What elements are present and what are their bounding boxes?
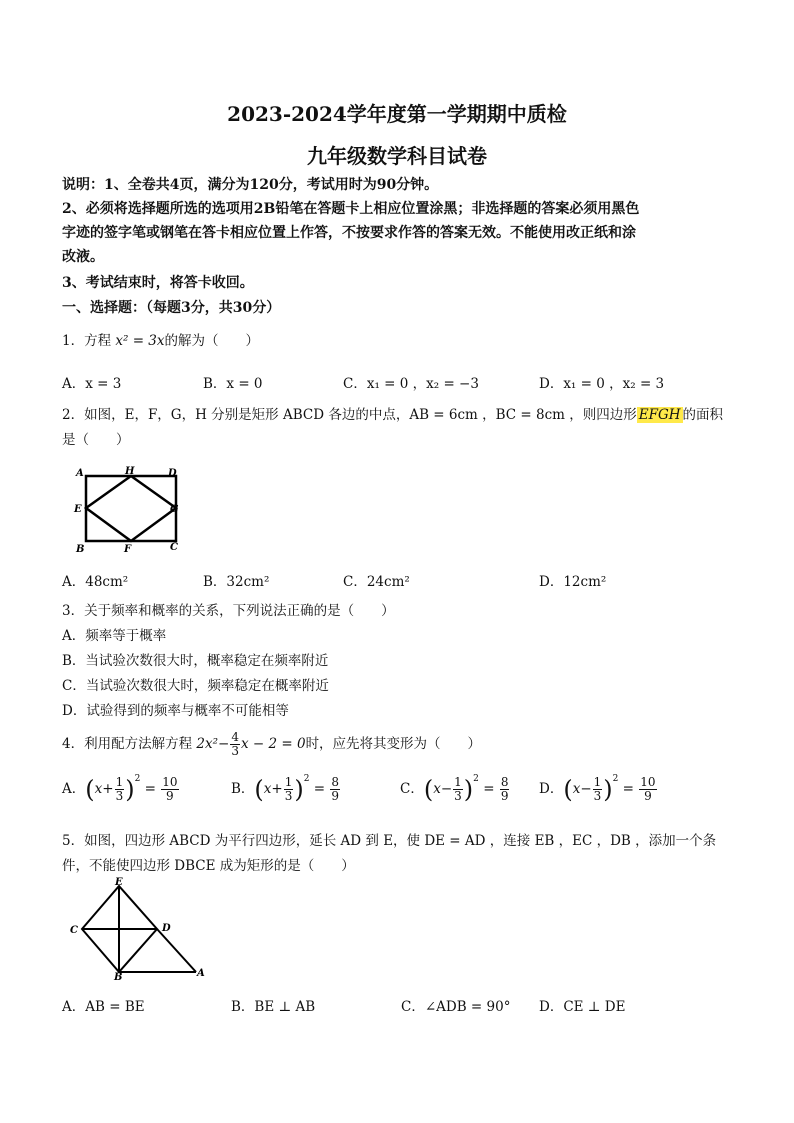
q5-line2: 件，不能使四边形 DBCE 成为矩形的是（ ） <box>62 858 355 874</box>
frac-num: 1 <box>284 775 293 789</box>
rhs-num: 8 <box>331 775 340 789</box>
q4-eq-minus: − <box>218 736 230 752</box>
instruction-2a: 2、必须将选择题所选的选项用2B铅笔在答题卡上相应位置涂黑；非选择题的答案必须用黑色 <box>62 201 640 217</box>
rhombus-efgh <box>86 476 176 541</box>
rhs-num: 10 <box>640 775 656 789</box>
q3-option-c[interactable]: C．当试验次数很大时，频率稳定在概率附近 <box>62 678 329 694</box>
exam-subtitle: 九年级数学科目试卷 <box>307 144 487 168</box>
frac-den: 3 <box>454 789 462 803</box>
q4-opt-rhs <box>330 776 340 803</box>
q1-equation: x² = 3x <box>115 333 165 349</box>
equals: = <box>309 781 330 797</box>
rhs-num: 8 <box>500 775 509 789</box>
var-x: x <box>572 781 581 797</box>
fig-label-f: F <box>124 544 132 555</box>
rhs-den: 9 <box>331 789 340 803</box>
q2-option-c[interactable]: C．24cm² <box>343 574 410 590</box>
question-1 <box>62 331 259 351</box>
q4-opt-sign: − <box>580 781 592 797</box>
q5-option-b[interactable]: B．BE ⊥ AB <box>231 999 316 1015</box>
question-4 <box>62 731 481 758</box>
q2-option-d[interactable]: D．12cm² <box>539 574 607 590</box>
q4-fraction <box>230 731 240 758</box>
instruction-1: 说明：1、全卷共4页，满分为120分，考试用时为90分钟。 <box>62 177 439 193</box>
q2-option-b[interactable]: B．32cm² <box>203 574 270 590</box>
q4-prefix: 4．利用配方法解方程 <box>62 736 197 752</box>
q5-option-a[interactable]: A．AB = BE <box>62 999 145 1015</box>
question-3: 3．关于频率和概率的关系，下列说法正确的是（ ） <box>62 603 395 619</box>
section-title: 一、选择题：（每题3分，共30分） <box>62 300 281 316</box>
q4-opt-frac <box>284 776 294 803</box>
close-paren: ) <box>463 775 474 804</box>
q4-opt-sign: + <box>102 781 114 797</box>
fig-label-d: D <box>168 468 177 479</box>
q2-highlight: EFGH <box>638 407 681 423</box>
seg-da <box>157 929 196 972</box>
open-paren: ( <box>85 775 95 804</box>
open-paren: ( <box>563 775 573 804</box>
square-exp: 2 <box>303 774 310 784</box>
parallelogram-figure <box>66 876 214 980</box>
q1-option-d[interactable]: D．x₁ = 0 ，x₂ = 3 <box>539 376 665 392</box>
q4-opt-frac <box>115 776 125 803</box>
frac-den: 3 <box>115 789 124 803</box>
close-paren: ) <box>125 775 135 804</box>
q3-option-d[interactable]: D．试验得到的频率与概率不可能相等 <box>62 703 289 719</box>
q4-eq-b: x − 2 = 0 <box>240 736 306 752</box>
frac-num: 1 <box>593 775 602 789</box>
question-5: 5．如图，四边形 ABCD 为平行四边形，延长 AD 到 E，使 DE = AD ，连接 EB ，EC ，DB ，添加一个条 <box>62 833 717 849</box>
q4-opt-sign: − <box>440 781 453 797</box>
fig5-label-c: C <box>70 925 78 936</box>
var-x: x <box>94 781 103 797</box>
q4-eq-a: 2x² <box>196 736 219 752</box>
q2-option-a[interactable]: A．48cm² <box>62 574 129 590</box>
q3-option-a[interactable]: A．频率等于概率 <box>62 628 167 644</box>
rhs-den: 9 <box>644 789 652 803</box>
square-exp: 2 <box>473 774 479 784</box>
rhs-den: 9 <box>500 789 509 803</box>
rhs-num: 10 <box>162 775 178 789</box>
q4-opt-frac <box>453 776 463 803</box>
q4-opt-sign: + <box>271 781 283 797</box>
q1-suffix: 的解为（ ） <box>164 333 260 349</box>
var-x: x <box>263 781 272 797</box>
fig5-label-b: B <box>114 972 123 980</box>
q4-opt-label: D． <box>539 781 564 797</box>
var-x: x <box>433 781 441 797</box>
q2-stem-end: 的面积 <box>682 407 724 423</box>
q3-option-b[interactable]: B．当试验次数很大时，概率稳定在频率附近 <box>62 653 329 669</box>
open-paren: ( <box>254 775 264 804</box>
q1-option-b[interactable]: B．x = 0 <box>203 376 263 392</box>
close-paren: ) <box>294 775 304 804</box>
q2-stem: 2．如图，E，F，G，H 分别是矩形 ABCD 各边的中点，AB = 6cm ，BC = 8cm ，则四边形 <box>62 407 637 423</box>
instruction-3: 3、考试结束时，将答卡收回。 <box>62 275 254 291</box>
frac-den: 3 <box>593 789 602 803</box>
fig-label-g: G <box>170 504 179 515</box>
close-paren: ) <box>603 775 613 804</box>
q4-suffix: 时，应先将其变形为（ ） <box>305 736 482 752</box>
question-2 <box>62 405 723 425</box>
q4-option-a[interactable] <box>62 774 180 804</box>
q4-opt-label: C． <box>400 781 424 797</box>
equals: = <box>478 781 499 797</box>
q4-opt-rhs <box>500 776 510 803</box>
q1-option-a[interactable]: A．x = 3 <box>62 376 122 392</box>
equals: = <box>618 781 639 797</box>
q5-option-d[interactable]: D．CE ⊥ DE <box>539 999 626 1015</box>
instruction-2c: 改液。 <box>62 249 104 265</box>
exam-title: 2023-2024学年度第一学期期中质检 <box>227 102 567 126</box>
rect-abcd <box>86 476 176 541</box>
fig-label-e: E <box>74 504 82 515</box>
q1-option-c[interactable]: C．x₁ = 0 ，x₂ = −3 <box>343 376 479 392</box>
q1-prefix: 1．方程 <box>62 333 116 349</box>
square-exp: 2 <box>134 774 141 784</box>
rectangle-figure <box>68 464 188 556</box>
fig5-label-e: E <box>115 877 123 888</box>
fig5-label-a: A <box>197 968 205 979</box>
fig-label-h: H <box>125 466 135 477</box>
fig-label-c: C <box>170 542 178 553</box>
frac-den: 3 <box>284 789 293 803</box>
fig5-label-d: D <box>162 923 171 934</box>
equals: = <box>140 781 161 797</box>
q5-option-c[interactable]: C．∠ADB = 90° <box>401 999 511 1015</box>
q4-opt-label: B． <box>231 781 255 797</box>
q4-opt-rhs <box>161 776 178 803</box>
q4-option-d[interactable] <box>539 774 658 804</box>
frac-num: 1 <box>454 775 462 789</box>
instruction-2b: 字迹的签字笔或钢笔在答卡相应位置上作答，不按要求作答的答案无效。不能使用改正纸和涂 <box>62 225 636 241</box>
rhs-den: 9 <box>166 789 174 803</box>
q2-line2: 是（ ） <box>62 432 130 448</box>
square-exp: 2 <box>612 774 619 784</box>
q4-opt-rhs <box>639 776 656 803</box>
q4-frac-num: 4 <box>231 730 239 744</box>
frac-num: 1 <box>115 775 124 789</box>
q4-option-c[interactable] <box>400 774 510 804</box>
q4-frac-den: 3 <box>231 744 239 758</box>
q4-opt-label: A． <box>62 781 86 797</box>
open-paren: ( <box>423 775 434 804</box>
fig-label-a: A <box>76 468 84 479</box>
q4-opt-frac <box>593 776 603 803</box>
fig-label-b: B <box>76 544 85 555</box>
q4-option-b[interactable] <box>231 774 341 804</box>
